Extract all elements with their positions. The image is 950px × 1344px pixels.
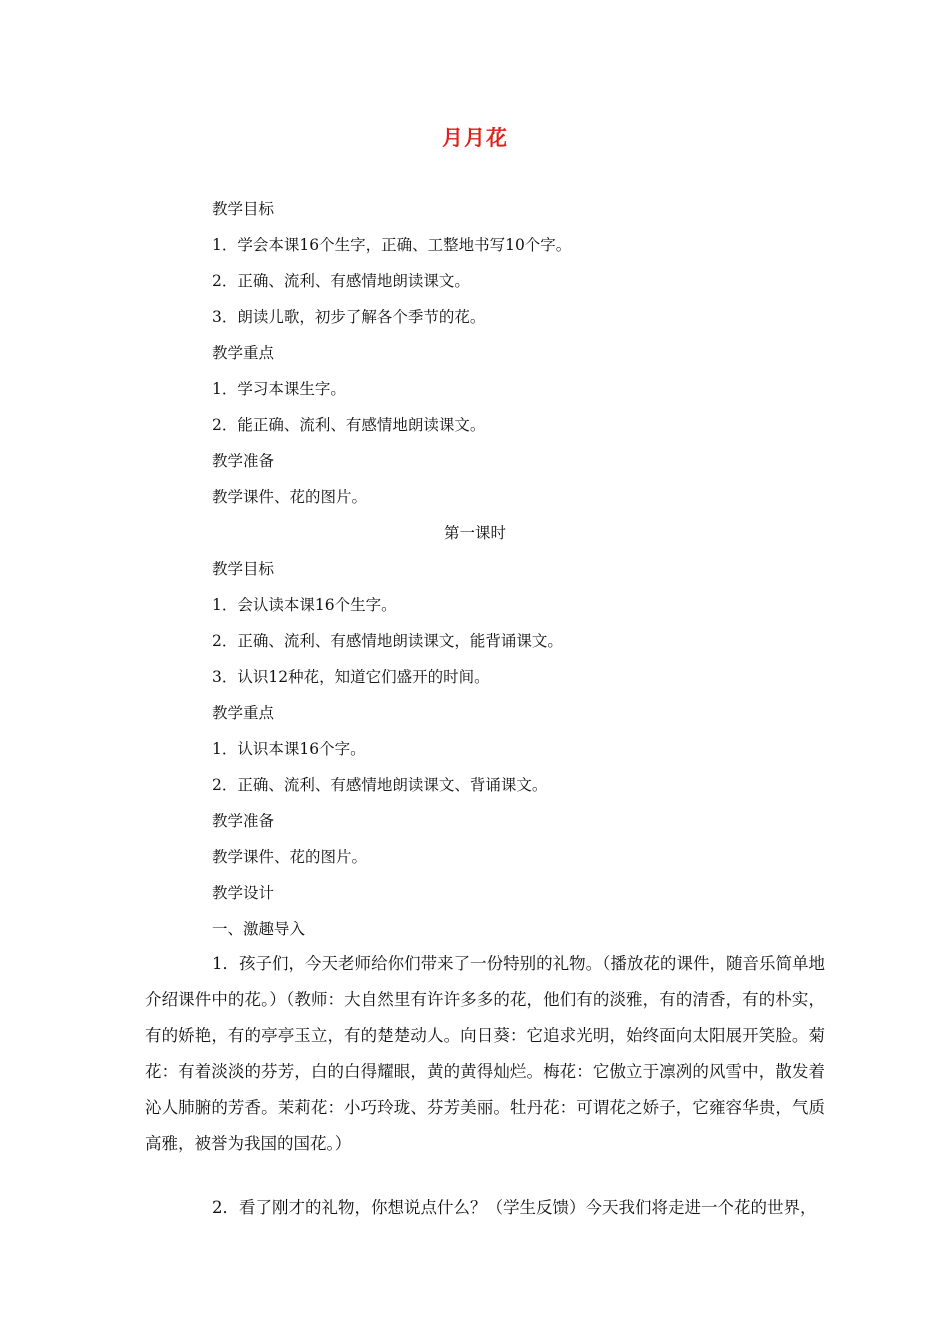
lesson-heading-objectives: 教学目标 (212, 560, 275, 578)
lesson-key-point-item-2: 2．正确、流利、有感情地朗读课文、背诵课文。 (212, 776, 548, 794)
lesson-objective-item-1: 1．会认读本课16个生字。 (212, 596, 397, 614)
lesson-heading-design: 教学设计 (212, 884, 275, 902)
preparation-text: 教学课件、花的图片。 (212, 488, 368, 506)
lesson-heading-preparation: 教学准备 (212, 812, 275, 830)
objective-item-3: 3．朗读儿歌，初步了解各个季节的花。 (212, 308, 486, 326)
section-heading-objectives: 教学目标 (212, 200, 275, 218)
objective-item-2: 2．正确、流利、有感情地朗读课文。 (212, 272, 470, 290)
key-point-item-1: 1．学习本课生字。 (212, 380, 346, 398)
section-heading-preparation: 教学准备 (212, 452, 275, 470)
key-point-item-2: 2．能正确、流利、有感情地朗读课文。 (212, 416, 486, 434)
lesson-preparation-text: 教学课件、花的图片。 (212, 848, 368, 866)
lesson-objective-item-2: 2．正确、流利、有感情地朗读课文，能背诵课文。 (212, 632, 563, 650)
design-step-heading: 一、激趣导入 (212, 920, 306, 938)
body-paragraph-2: 2．看了刚才的礼物，你想说点什么？（学生反馈）今天我们将走进一个花的世界， (212, 1198, 817, 1217)
lesson-key-point-item-1: 1．认识本课16个字。 (212, 740, 366, 758)
section-heading-key-points: 教学重点 (212, 344, 275, 362)
lesson-objective-item-3: 3．认识12种花，知道它们盛开的时间。 (212, 668, 490, 686)
objective-item-1: 1．学会本课16个生字，正确、工整地书写10个字。 (212, 236, 572, 254)
lesson-heading: 第一课时 (443, 524, 506, 542)
document-title: 月月花 (442, 125, 508, 150)
lesson-heading-key-points: 教学重点 (212, 704, 275, 722)
body-paragraph-1: 1．孩子们，今天老师给你们带来了一份特别的礼物。（播放花的课件，随音乐简单地介绍课件中的花。）（教师：大自然里有许许多多的花，他们有的淡雅，有的清香，有的朴实，有的娇艳，有的亭亭玉立，有的楚楚动人。向日葵：它追求光明，始终面向太阳展开笑脸。菊花：有着淡淡的芬芳，白的白得耀眼，黄的黄得灿烂。梅花：它傲立于凛冽的风雪中，散发着沁人肺腑的芳香。茉莉花：小巧玲珑、芬芳美丽。牡丹花：可谓花之娇子，它雍容华贵，气质高雅，被誉为我国的国花。） (145, 954, 825, 1153)
